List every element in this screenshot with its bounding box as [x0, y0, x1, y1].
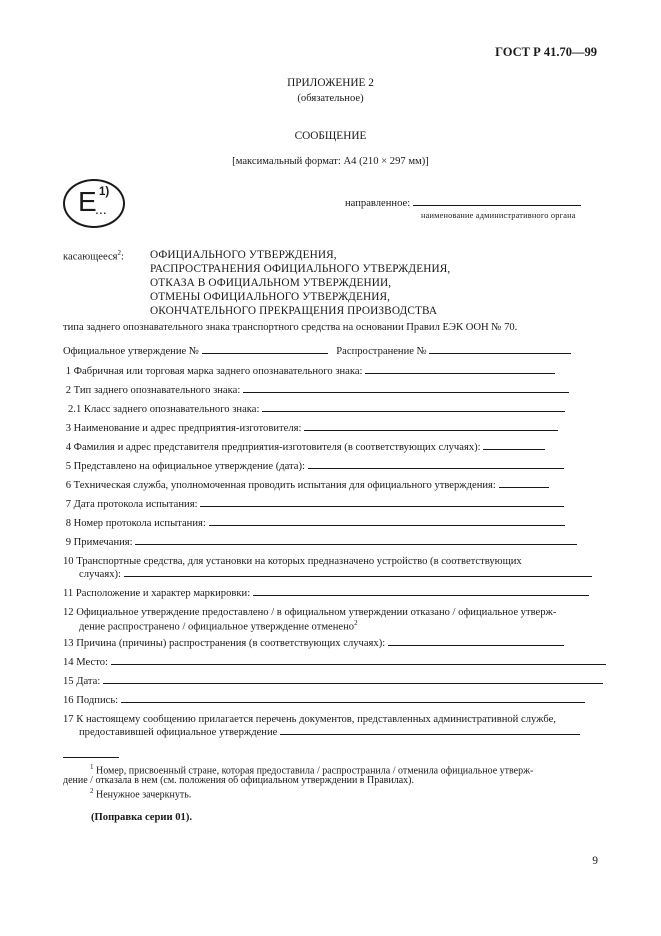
field-row [63, 638, 564, 649]
field-number: 5 [65, 461, 71, 472]
field-blank [253, 594, 589, 596]
approval-mark-e-circle-icon [63, 179, 125, 228]
field-blank [388, 644, 564, 646]
field-blank [103, 682, 603, 684]
concerning-sup: 2 [117, 249, 122, 257]
field-label-continued: предоставившей официальное утверждение [79, 727, 278, 738]
field-label: Класс заднего опознавательного знака: [83, 404, 260, 415]
field-blank [308, 467, 564, 469]
field-label: Тип заднего опознавательного знака: [73, 385, 241, 396]
field-row-continued [79, 619, 358, 633]
concerning-label-wrap: касающееся$^2$: [63, 249, 124, 263]
standard-code: ГОСТ Р 41.70—99 [495, 45, 597, 59]
sent-label: направленное: [345, 198, 411, 209]
field-row-continued [79, 569, 592, 580]
footnote-text: Ненужное зачеркнуть. [96, 789, 192, 801]
sent-blank [413, 204, 581, 206]
approval-number-blank [202, 352, 328, 354]
footnote-mark: 2 [90, 787, 94, 795]
field-number: 10 [63, 556, 74, 567]
concerning-block [150, 248, 450, 318]
field-blank [200, 505, 564, 507]
sent-to [345, 198, 581, 209]
field-row [63, 442, 545, 453]
field-label: Фамилия и адрес представителя предприятия-изготовителя (в соответствующих случаях): [73, 442, 481, 453]
field-row [63, 556, 522, 567]
field-label: Дата протокола испытания: [73, 499, 198, 510]
footnote-2 [90, 787, 191, 800]
concerning-line: РАСПРОСТРАНЕНИЯ ОФИЦИАЛЬНОГО УТВЕРЖДЕНИЯ, [150, 263, 451, 275]
field-label-continued: случаях): [79, 569, 121, 580]
field-row [63, 714, 556, 725]
field-number: 8 [65, 518, 71, 529]
field-label: Расположение и характер маркировки: [75, 588, 251, 599]
field-number: 2 [65, 385, 71, 396]
field-row [63, 695, 585, 706]
footnote-divider [63, 757, 119, 758]
field-blank [262, 410, 565, 412]
field-row [63, 461, 564, 472]
approval-number-label: Официальное утверждение № [63, 346, 199, 357]
field-number: 14 [63, 657, 74, 668]
concerning-label: касающееся [63, 251, 118, 263]
field-blank [304, 429, 558, 431]
footnote-mark: 1 [90, 763, 94, 771]
approval-number-row [63, 346, 571, 357]
field-blank [365, 372, 555, 374]
field-sup: 2 [354, 619, 358, 627]
footnote-text: Номер, присвоенный стране, которая предоставила / распространила / отменила официальное утверж- [96, 765, 534, 777]
field-row [63, 588, 589, 599]
field-row [63, 480, 549, 491]
field-number: 13 [63, 638, 74, 649]
field-label: Подпись: [76, 695, 119, 706]
concerning-line: ОФИЦИАЛЬНОГО УТВЕРЖДЕНИЯ, [150, 249, 337, 261]
field-number: 7 [65, 499, 71, 510]
field-row [68, 404, 565, 415]
field-label: Транспортные средства, для установки на которых предназначено устройство (в соответствующих [76, 556, 522, 567]
field-label: Наименование и адрес предприятия-изготовителя: [73, 423, 302, 434]
extension-number-blank [429, 352, 571, 354]
field-label: Представлено на официальное утверждение (дата): [73, 461, 305, 472]
field-number: 1 [65, 366, 71, 377]
field-label: Номер протокола испытания: [73, 518, 206, 529]
message-title: СООБЩЕНИЕ [294, 130, 367, 142]
field-number: 17 [63, 714, 74, 725]
field-number: 11 [63, 588, 74, 599]
concerning-line: ОТКАЗА В ОФИЦИАЛЬНОМ УТВЕРЖДЕНИИ, [150, 277, 392, 289]
field-number: 9 [65, 537, 71, 548]
field-blank [483, 448, 545, 450]
approval-mark-letter: E [78, 186, 97, 217]
amendment-note: (Поправка серии 01). [91, 812, 193, 823]
field-row [63, 676, 603, 687]
format-note: [максимальный формат: А4 (210 × 297 мм)] [232, 156, 429, 167]
field-number: 12 [63, 607, 74, 618]
field-row [63, 657, 606, 668]
appendix-subtitle: (обязательное) [297, 93, 364, 104]
field-number: 2.1 [68, 404, 82, 415]
field-blank [135, 543, 577, 545]
field-number: 15 [63, 676, 74, 687]
field-number: 6 [65, 480, 71, 491]
field-row [63, 537, 577, 548]
field-row [63, 518, 565, 529]
concerning-line: ОКОНЧАТЕЛЬНОГО ПРЕКРАЩЕНИЯ ПРОИЗВОДСТВА [150, 305, 438, 317]
field-row [63, 423, 558, 434]
field-row-continued [79, 727, 580, 738]
field-row [63, 607, 556, 618]
approval-mark-dots: ... [95, 201, 107, 217]
field-blank [209, 524, 565, 526]
field-label: Примечания: [73, 537, 133, 548]
field-blank [499, 486, 549, 488]
field-label: К настоящему сообщению прилагается перечень документов, представленных административной службе, [76, 714, 556, 725]
field-label: Техническая служба, уполномоченная проводить испытания для официального утверждения: [73, 480, 496, 491]
extension-number-label: Распространение № [336, 346, 427, 357]
field-label: Официальное утверждение предоставлено / в официальном утверждении отказано / официальное утверж- [76, 607, 557, 618]
field-label: Причина (причины) распространения (в соответствующих случаях): [76, 638, 386, 649]
approval-mark-superscript: 1) [99, 186, 110, 198]
type-line: типа заднего опознавательного знака транспортного средства на основании Правил ЕЭК ООН № 70. [63, 322, 518, 333]
footnote-1-continued: дение / отказала в нем (см. положения об официальном утверждении в Правилах). [63, 775, 415, 786]
field-blank [124, 575, 592, 577]
field-blank [243, 391, 569, 393]
field-blank [111, 663, 606, 665]
field-label: Фабричная или торговая марка заднего опознавательного знака: [73, 366, 363, 377]
field-blank [280, 733, 580, 735]
appendix-title: ПРИЛОЖЕНИЕ 2 [287, 77, 374, 89]
field-row [63, 385, 569, 396]
field-number: 4 [65, 442, 71, 453]
field-blank [121, 701, 585, 703]
sent-caption: наименование административного органа [421, 211, 576, 220]
field-row [63, 499, 564, 510]
concerning-line: ОТМЕНЫ ОФИЦИАЛЬНОГО УТВЕРЖДЕНИЯ, [150, 291, 391, 303]
field-row [63, 366, 555, 377]
field-label-continued: дение распространено / официальное утверждение отменено [79, 621, 355, 633]
field-label: Дата: [76, 676, 101, 687]
field-number: 16 [63, 695, 74, 706]
page-number: 9 [592, 855, 598, 867]
field-label: Место: [76, 657, 108, 668]
field-number: 3 [65, 423, 71, 434]
